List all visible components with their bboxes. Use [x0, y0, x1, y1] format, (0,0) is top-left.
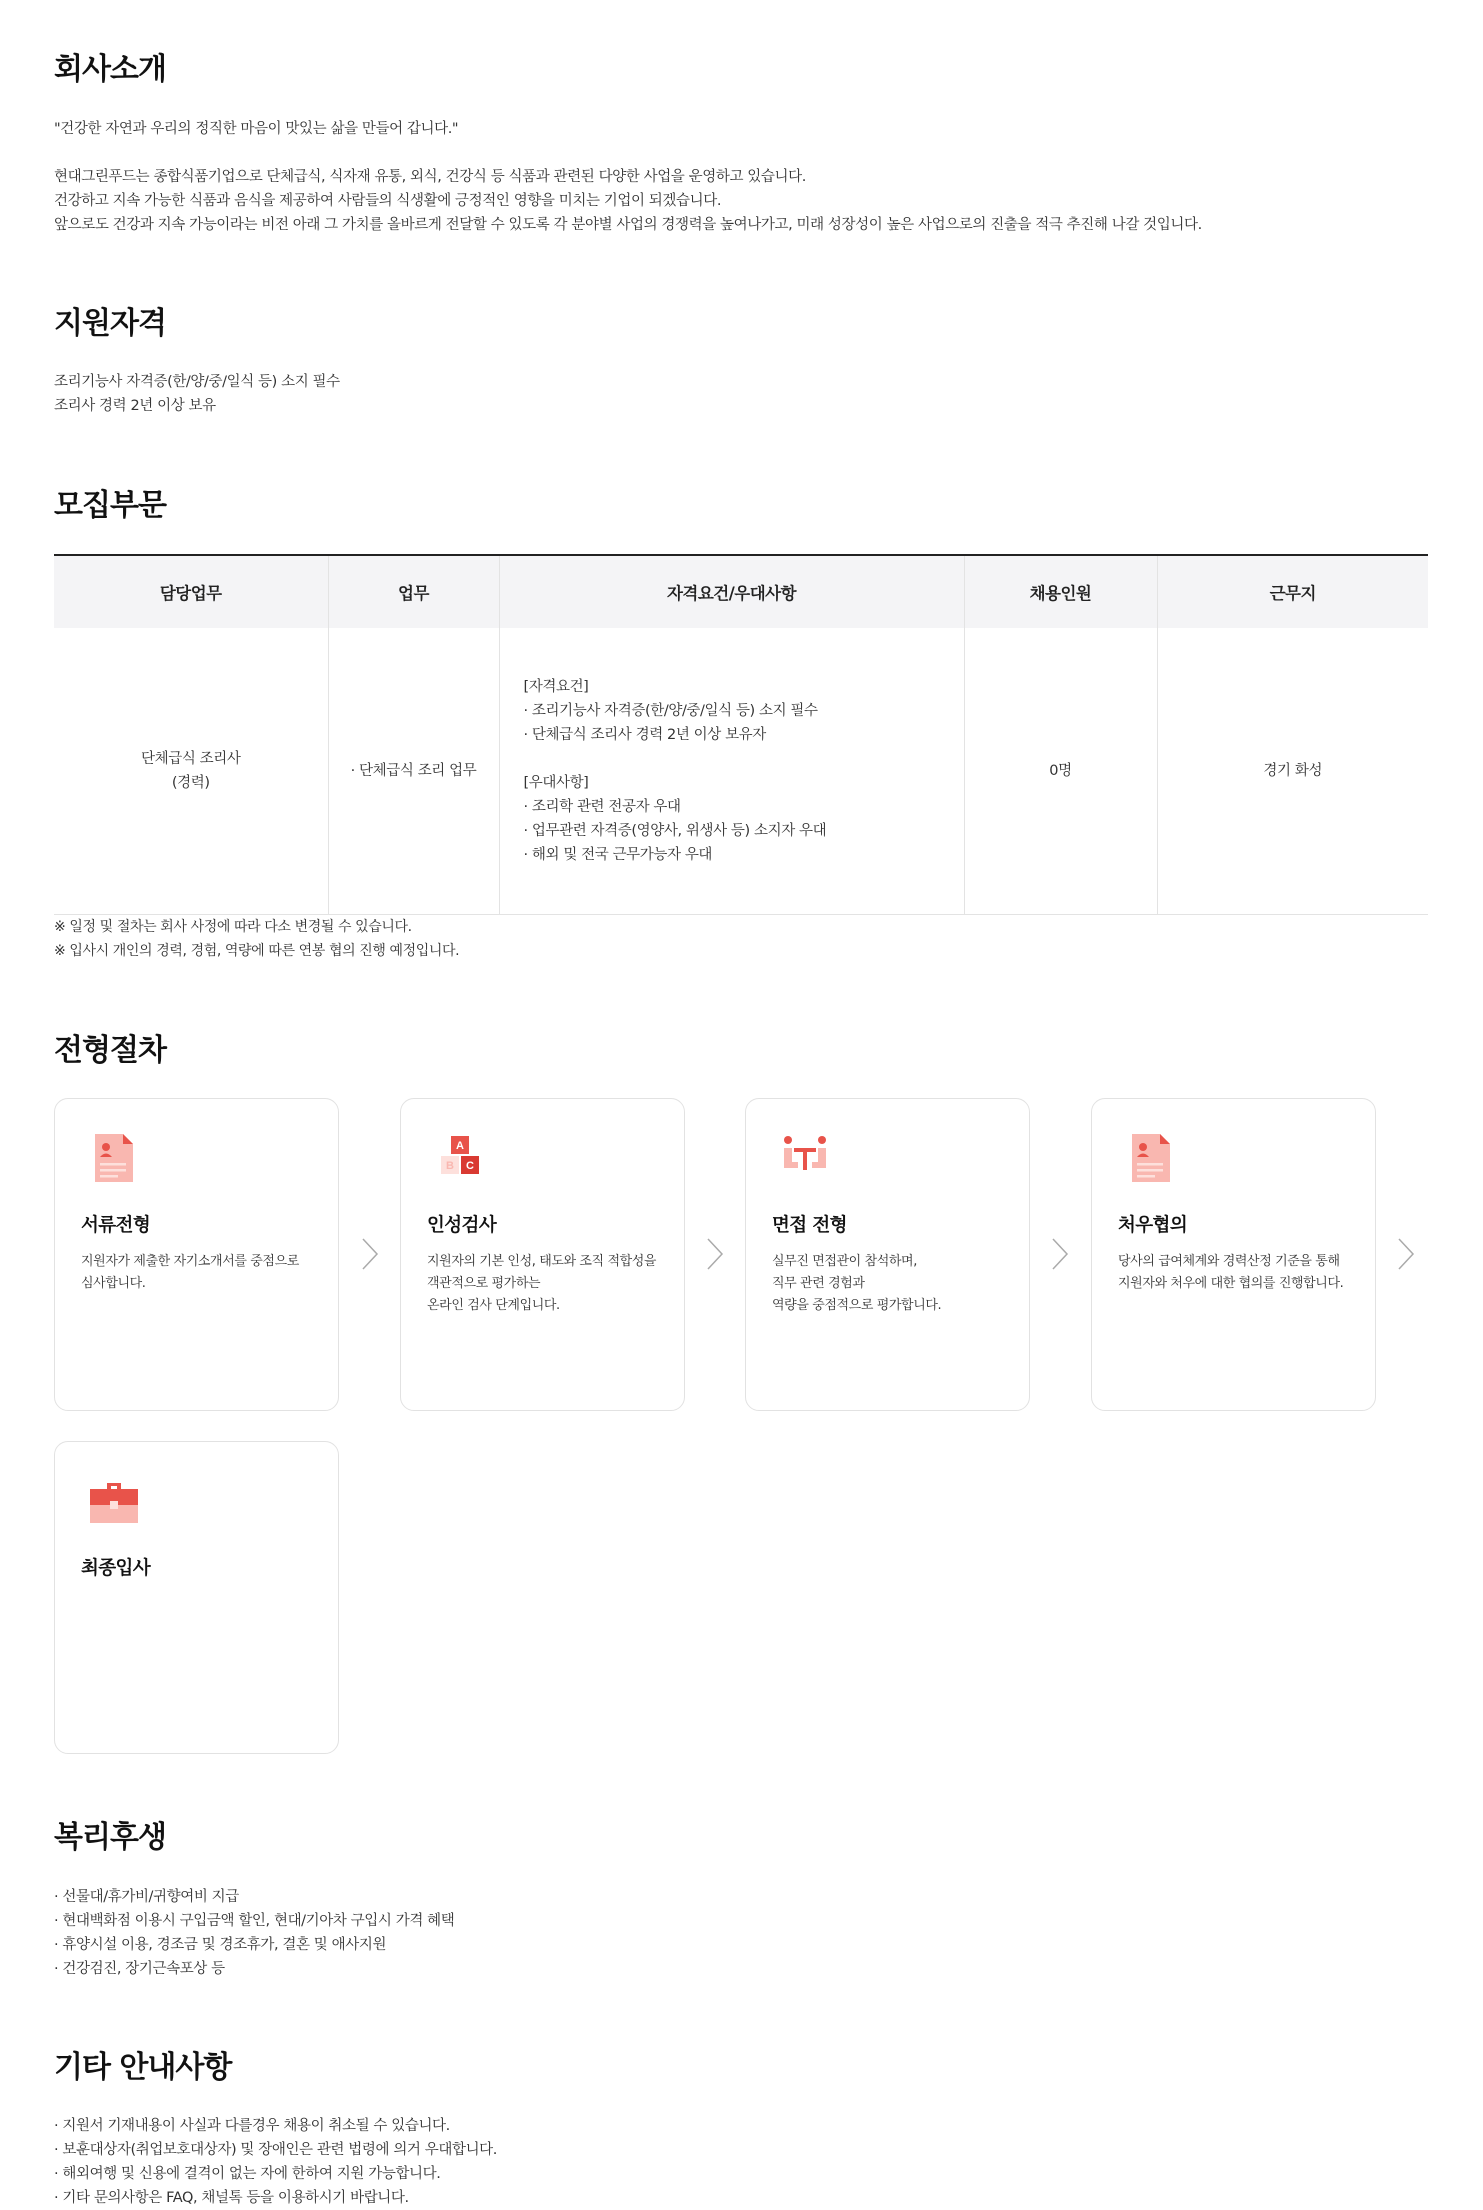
req-line: · 조리학 관련 전공자 우대 [523, 798, 681, 815]
process-step-card [54, 1441, 339, 1754]
recruit-table [54, 554, 1428, 915]
step-description [427, 1251, 656, 1317]
chevron-right-icon [360, 1236, 380, 1272]
etc-title: 기타 안내사항 [54, 2050, 232, 2085]
qualification-line: 조리사 경력 2년 이상 보유 [54, 398, 216, 414]
step-desc-line: 온라인 검사 단계입니다. [427, 1298, 560, 1313]
step-desc-line: 지원자의 기본 인성, 태도와 조직 적합성을 [427, 1254, 657, 1269]
about-line: 현대그린푸드는 종합식품기업으로 단체급식, 식자재 유통, 외식, 건강식 등 식품과 관련된 다양한 사업을 운영하고 있습니다. [54, 169, 806, 185]
about-text [54, 117, 1202, 237]
welfare-line: · 휴양시설 이용, 경조금 및 경조휴가, 결혼 및 애사지원 [54, 1937, 387, 1953]
step-desc-line: 역량을 중점적으로 평가합니다. [772, 1298, 942, 1313]
qualification-text [54, 370, 340, 418]
svg-text:A: A [456, 1140, 464, 1152]
step-title: 최종입사 [81, 1558, 151, 1579]
req-line: [우대사항] [523, 774, 589, 791]
about-line: 앞으로도 건강과 지속 가능이라는 비전 아래 그 가치를 올바르게 전달할 수 있도록 각 분야별 사업의 경쟁력을 높여나가고, 미래 성장성이 높은 사업으로의 진출을 적극 추진해 나갈 것입니다. [54, 217, 1202, 233]
qualification-title: 지원자격 [54, 306, 166, 341]
column-header: 담당업무 [54, 555, 328, 628]
chevron-right-icon [705, 1236, 725, 1272]
column-header: 업무 [328, 555, 499, 628]
chevron-right-icon [1396, 1236, 1416, 1272]
etc-line: · 보훈대상자(취업보호대상자) 및 장애인은 관련 법령에 의거 우대합니다. [54, 2142, 497, 2158]
req-line: · 해외 및 전국 근무가능자 우대 [523, 846, 713, 863]
about-quote: "건강한 자연과 우리의 정직한 마음이 맛있는 삶을 만들어 갑니다." [54, 121, 459, 137]
process-title: 전형절차 [54, 1033, 166, 1068]
recruit-title: 모집부문 [54, 488, 166, 523]
etc-line: · 지원서 기재내용이 사실과 다를경우 채용이 취소될 수 있습니다. [54, 2118, 450, 2134]
req-line: · 조리기능사 자격증(한/양/중/일식 등) 소지 필수 [523, 702, 818, 719]
job-cell [54, 628, 328, 914]
document-icon [89, 1132, 139, 1184]
etc-text [54, 2114, 497, 2210]
note-line: ※ 입사시 개인의 경력, 경험, 역량에 따른 연봉 협의 진행 예정입니다. [54, 943, 460, 959]
svg-text:B: B [446, 1160, 454, 1172]
step-desc-line: 객관적으로 평가하는 [427, 1276, 541, 1291]
req-line: · 단체급식 조리사 경력 2년 이상 보유자 [523, 726, 766, 743]
interview-icon [780, 1132, 830, 1184]
headcount-cell: 0명 [964, 628, 1157, 914]
requirements-cell [499, 628, 964, 914]
qualification-line: 조리기능사 자격증(한/양/중/일식 등) 소지 필수 [54, 374, 340, 390]
step-desc-line: 당사의 급여체계와 경력산정 기준을 통해 [1118, 1254, 1340, 1269]
location-cell: 경기 화성 [1157, 628, 1428, 914]
etc-line: · 해외여행 및 신용에 결격이 없는 자에 한하여 지원 가능합니다. [54, 2166, 441, 2182]
welfare-line: · 현대백화점 이용시 구입금액 할인, 현대/기아차 구입시 가격 혜택 [54, 1913, 455, 1929]
step-title: 면접 전형 [772, 1215, 847, 1236]
chevron-right-icon [1050, 1236, 1070, 1272]
etc-line: · 기타 문의사항은 FAQ, 채널톡 등을 이용하시기 바랍니다. [54, 2190, 409, 2206]
req-spacer [524, 747, 964, 771]
about-title: 회사소개 [54, 52, 166, 87]
welfare-text [54, 1885, 454, 1981]
process-step-card [54, 1098, 339, 1411]
welfare-title: 복리후생 [54, 1820, 166, 1855]
step-desc-line: 심사합니다. [81, 1276, 146, 1291]
step-desc-line: 지원자가 제출한 자기소개서를 중점으로 [81, 1254, 299, 1269]
step-desc-line: 실무진 면접관이 참석하며, [772, 1254, 917, 1269]
column-header: 채용인원 [964, 555, 1157, 628]
welfare-line: · 건강검진, 장기근속포상 등 [54, 1961, 225, 1977]
recruit-notes [54, 915, 459, 963]
req-line: [자격요건] [523, 678, 589, 695]
about-line: 건강하고 지속 가능한 식품과 음식을 제공하여 사람들의 식생활에 긍정적인 영향을 미치는 기업이 되겠습니다. [54, 193, 722, 209]
column-header: 자격요건/우대사항 [499, 555, 964, 628]
step-title: 처우협의 [1118, 1215, 1188, 1236]
step-description [81, 1251, 299, 1295]
svg-text:C: C [466, 1160, 474, 1172]
process-step-card [1091, 1098, 1376, 1411]
step-title: 인성검사 [427, 1215, 497, 1236]
abc-blocks-icon [435, 1132, 485, 1184]
req-line: · 업무관련 자격증(영양사, 위생사 등) 소지자 우대 [523, 822, 827, 839]
process-step-card [745, 1098, 1030, 1411]
document-icon [1126, 1132, 1176, 1184]
column-header: 근무지 [1157, 555, 1428, 628]
step-description [1118, 1251, 1343, 1295]
job-type: (경력) [171, 774, 210, 791]
process-step-card [400, 1098, 685, 1411]
step-description [772, 1251, 941, 1317]
duty-cell: · 단체급식 조리 업무 [328, 628, 499, 914]
note-line: ※ 일정 및 절차는 회사 사정에 따라 다소 변경될 수 있습니다. [54, 919, 412, 935]
table-header-row [54, 555, 1428, 628]
welfare-line: · 선물대/휴가비/귀향여비 지급 [54, 1889, 239, 1905]
briefcase-icon [89, 1475, 139, 1527]
step-desc-line: 지원자와 처우에 대한 협의를 진행합니다. [1118, 1276, 1344, 1291]
step-desc-line: 직무 관련 경험과 [772, 1276, 865, 1291]
job-title: 단체급식 조리사 [141, 750, 241, 767]
table-row [54, 628, 1428, 914]
step-title: 서류전형 [81, 1215, 151, 1236]
